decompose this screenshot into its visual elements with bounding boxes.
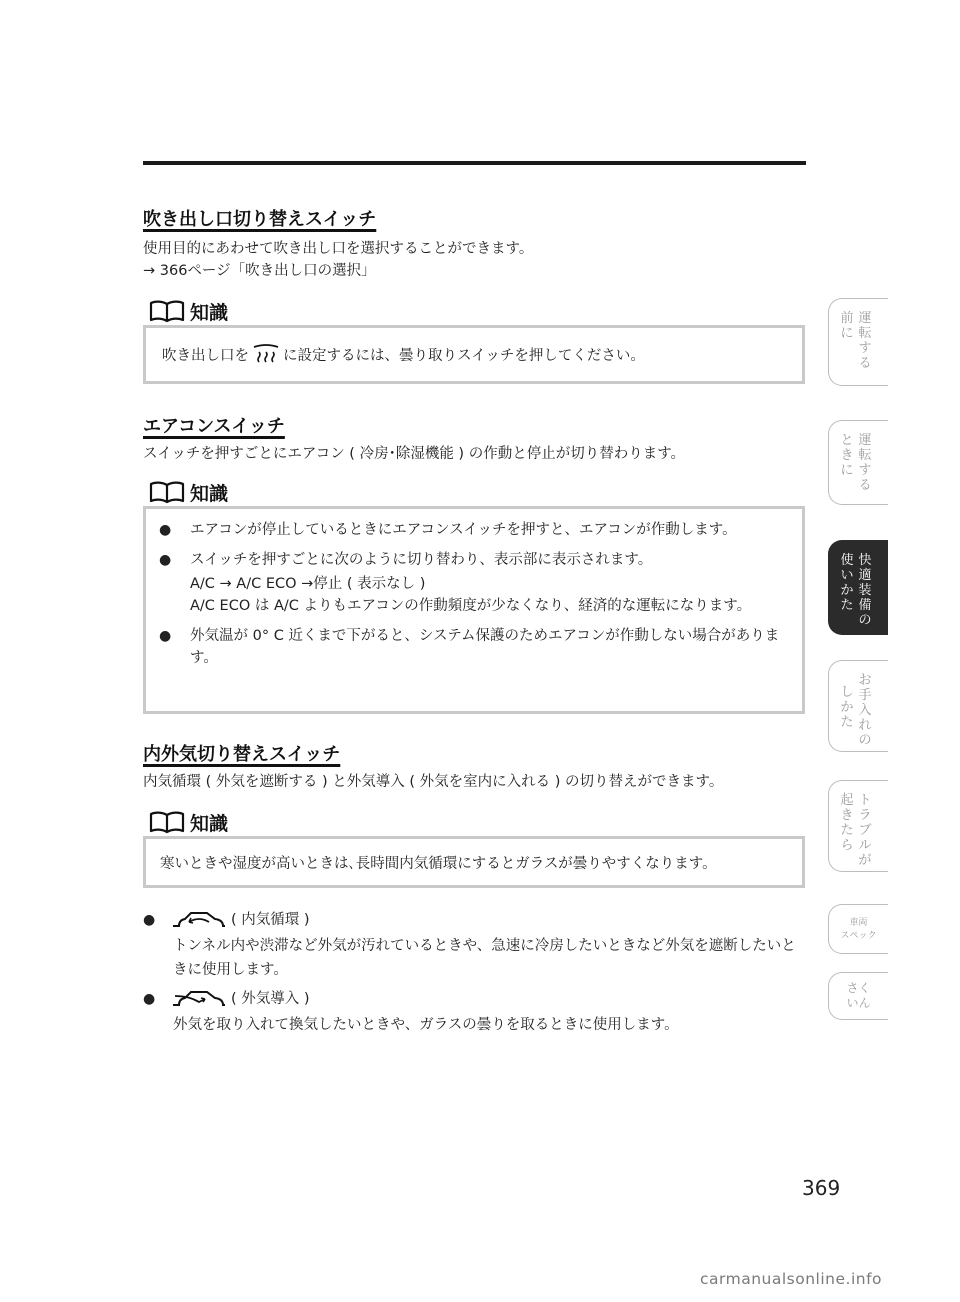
knowledge-box [143, 506, 805, 714]
section-body-air-intake-switch: 内気循環 ( 外気を遮断する ) と外気導入 ( 外気を室内に入れる ) の切り替えができます。 [143, 774, 724, 790]
side-tab-before-driving[interactable]: 前に 運転する [828, 298, 888, 386]
page-reference: → 366ページ「吹き出し口の選択」 [143, 263, 376, 279]
section-heading-air-intake-switch: 内外気切り替えスイッチ [143, 744, 341, 765]
book-icon [148, 480, 186, 504]
knowledge-box [143, 325, 805, 384]
list-item: ● スイッチを押すごとに次のように切り替わり、表示部に表示されます。 A/C → A/C ECO →停止 ( 表示なし ) A/C ECO は A/C よりもエアコンの作動頻度が少なくなり、経済的な運転になります。 [146, 549, 782, 617]
mode-note: A/C ECO は A/C よりもエアコンの作動頻度が少なくなり、経済的な運転になります。 [190, 598, 752, 614]
mode-item-fresh-air [143, 985, 805, 1037]
mode-label: ( 内気循環 ) [231, 912, 310, 928]
knowledge-box [143, 836, 805, 888]
recirculation-icon [171, 907, 227, 933]
side-tab-index[interactable]: さく いん [828, 972, 888, 1020]
section-heading-ac-switch: エアコンスイッチ [143, 416, 285, 437]
book-icon [148, 810, 186, 834]
top-rule [143, 161, 806, 165]
book-icon [148, 299, 186, 323]
list-item: ● エアコンが停止しているときにエアコンスイッチを押すと、エアコンが作動します。 [159, 522, 737, 538]
side-tab-trouble[interactable]: 起きたら トラブルが [828, 780, 888, 872]
section-heading-vent-switch: 吹き出し口切り替えスイッチ [143, 209, 377, 230]
mode-item-recirculation [143, 906, 805, 982]
watermark: carmanualsonline.info [700, 1270, 883, 1288]
knowledge-text: 吹き出し口を に設定するには、曇り取りスイッチを押してください。 [162, 344, 802, 367]
defroster-icon [251, 344, 281, 366]
knowledge-title: 知識 [190, 301, 229, 324]
side-tab-specs[interactable]: 車両 スペック [828, 904, 888, 954]
mode-label: ( 外気導入 ) [231, 991, 310, 1007]
knowledge-label [148, 296, 228, 326]
knowledge-title: 知識 [190, 812, 229, 835]
page-number: 369 [802, 1176, 841, 1200]
section-body-vent-switch: 使用目的にあわせて吹き出し口を選択することができます。 [143, 241, 534, 257]
bullet: ● [143, 991, 156, 1007]
knowledge-text: 寒いときや湿度が高いときは､長時間内気循環にするとガラスが曇りやすくなります。 [160, 856, 717, 872]
side-tab-comfort-features[interactable]: 使いかた 快適装備の [828, 540, 888, 635]
fresh-air-icon [171, 986, 227, 1012]
knowledge-label [148, 477, 228, 507]
knowledge-label [148, 807, 228, 837]
list-item: ● 外気温が 0° C 近くまで下がると、システム保護のためエアコンが作動しない場合があります。 [159, 628, 780, 666]
side-tab-while-driving[interactable]: ときに 運転する [828, 420, 888, 505]
mode-description: 外気を取り入れて換気したいときや、ガラスの曇りを取るときに使用します。 [173, 1017, 679, 1033]
bullet: ● [143, 912, 156, 928]
knowledge-title: 知識 [190, 482, 229, 505]
mode-sequence: A/C → A/C ECO →停止 ( 表示なし ) [190, 576, 426, 592]
mode-description: トンネル内や渋滞など外気が汚れているときや、急速に冷房したいときなど外気を遮断したいときに使用します。 [173, 938, 796, 978]
section-body-ac-switch: スイッチを押すごとにエアコン ( 冷房･除湿機能 ) の作動と停止が切り替わります。 [143, 446, 686, 462]
side-tab-maintenance[interactable]: しかた お手入れの [828, 660, 888, 752]
